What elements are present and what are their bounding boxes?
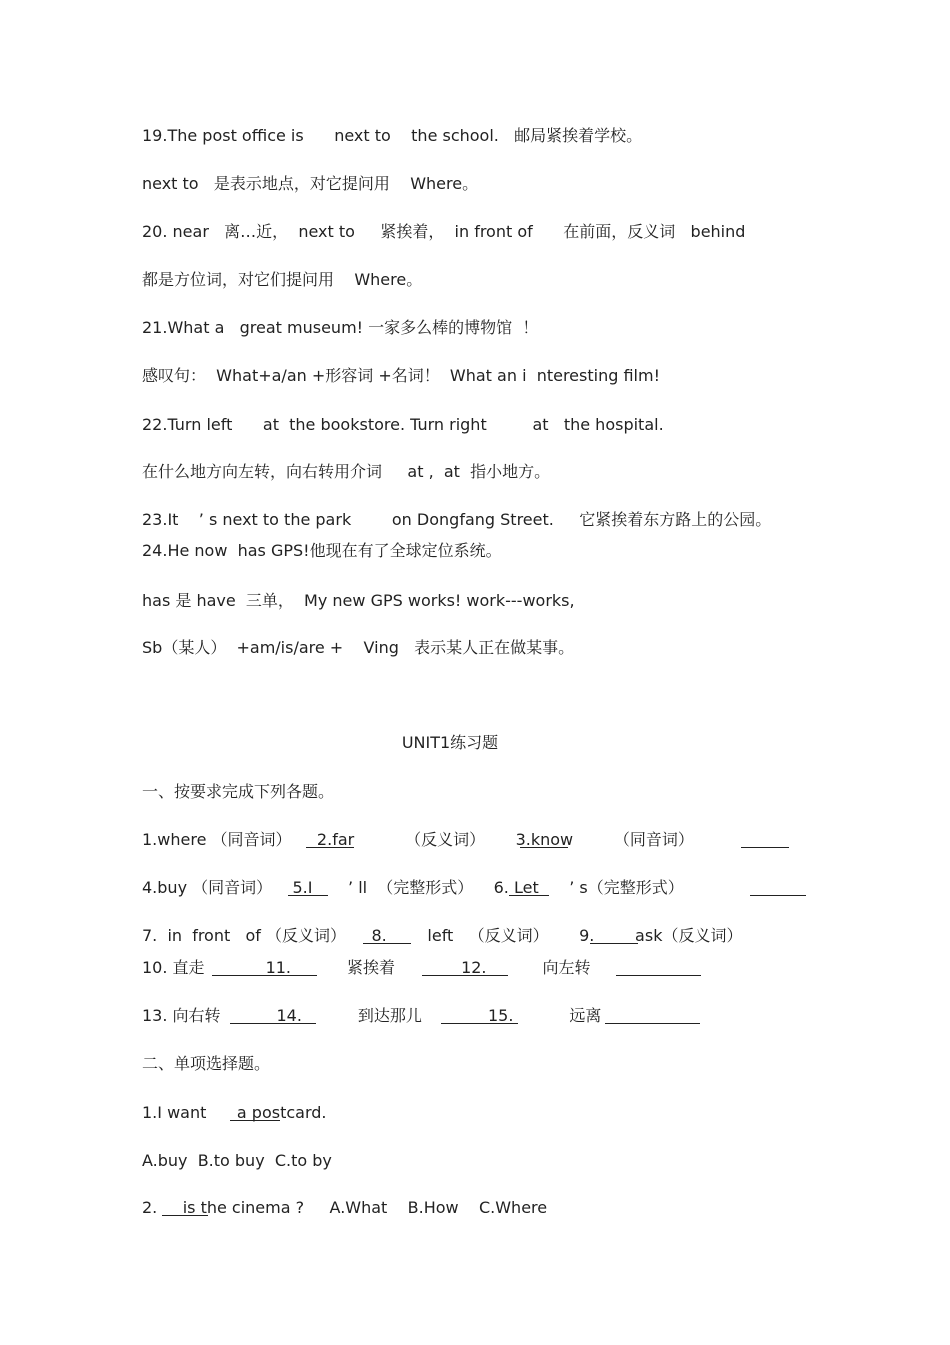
note-line-19: 19.The post office is next to the school. 邮局紧挨着学校。: [142, 126, 643, 145]
mc-blank-1[interactable]: [230, 1104, 280, 1121]
blank-6[interactable]: [750, 879, 806, 896]
question-row-3: 7. in front of （反义词） 8. left （反义词） 9. ask（反义词）: [142, 926, 743, 945]
blank-11[interactable]: [422, 959, 508, 976]
question-row-4: 10. 直走 11. 紧挨着 12. 向左转: [142, 958, 591, 977]
blank-2[interactable]: [520, 831, 568, 848]
question-row-2: 4.buy （同音词） 5.I ’ ll （完整形式） 6. Let ’ s（完整形式）: [142, 878, 684, 897]
blank-3[interactable]: [741, 831, 789, 848]
blank-8[interactable]: [590, 927, 638, 944]
blank-14[interactable]: [441, 1007, 518, 1024]
exercise-title: UNIT1练习题: [401, 733, 499, 752]
blank-5[interactable]: [509, 879, 549, 896]
question-row-1: 1.where （同音词） 2.far （反义词） 3.know （同音词）: [142, 830, 694, 849]
blank-13[interactable]: [230, 1007, 316, 1024]
blank-15[interactable]: [605, 1007, 700, 1024]
note-line-has: has 是 have 三单， My new GPS works! work---works,: [142, 591, 575, 610]
section-2-heading: 二、单项选择题。: [142, 1054, 271, 1073]
blank-4[interactable]: [288, 879, 328, 896]
note-line-21: 21.What a great museum! 一家多么棒的博物馆 ！: [142, 318, 539, 337]
mc-options-1: A.buy B.to buy C.to by: [142, 1151, 332, 1170]
note-line-23: 23.It ’ s next to the park on Dongfang Street. 它紧挨着东方路上的公园。: [142, 510, 772, 529]
blank-1[interactable]: [306, 831, 354, 848]
note-line-exclamation: 感叹句： What+a/an +形容词 +名词！ What an i nteresting film!: [142, 366, 660, 385]
note-line-ving: Sb（某人） +am/is/are + Ving 表示某人正在做某事。: [142, 638, 575, 657]
note-line-20: 20. near 离…近， next to 紧挨着， in front of 在前面，反义词 behind: [142, 222, 746, 241]
note-line-prepositions: 都是方位词，对它们提问用 Where。: [142, 270, 423, 289]
mc-question-2: 2. is the cinema ? A.What B.How C.Where: [142, 1198, 548, 1217]
note-line-24: 24.He now has GPS!他现在有了全球定位系统。: [142, 541, 502, 560]
section-1-heading: 一、按要求完成下列各题。: [142, 782, 335, 801]
blank-10[interactable]: [212, 959, 317, 976]
note-line-turn: 在什么地方向左转，向右转用介词 at , at 指小地方。: [142, 462, 551, 481]
note-line-22: 22.Turn left at the bookstore. Turn right at the hospital.: [142, 415, 664, 434]
blank-7[interactable]: [363, 927, 411, 944]
blank-12[interactable]: [616, 959, 701, 976]
question-row-5: 13. 向右转 14. 到达那儿 15. 远离: [142, 1006, 602, 1025]
note-line-next-to: next to 是表示地点，对它提问用 Where。: [142, 174, 479, 193]
mc-blank-2[interactable]: [162, 1199, 208, 1216]
mc-question-1: 1.I want a postcard.: [142, 1103, 327, 1122]
